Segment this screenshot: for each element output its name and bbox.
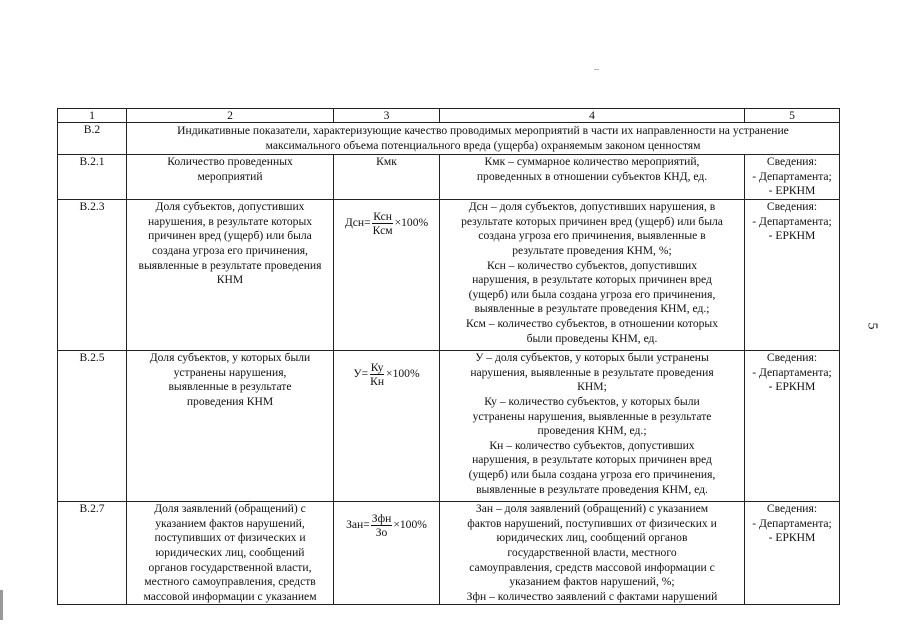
description-line: У – доля субъектов, у которых были устранены (475, 351, 709, 365)
description-line: нарушения, в результате которых причинен вред (472, 453, 712, 467)
description-line: Зан – доля заявлений (обращений) с указанием (475, 502, 709, 516)
description-line: результате которых причинен вред (ущерб) или была (461, 214, 723, 228)
formula-numerator: Ксн (373, 210, 392, 224)
description-line: результате проведения КНМ, %; (512, 243, 672, 257)
description-line: выявленные в результате проведения КНМ, ед. (476, 482, 708, 496)
column-number-5: 5 (745, 109, 840, 123)
description-line: фактов нарушений, поступивших от физических и (467, 516, 717, 530)
column-number-4: 4 (440, 109, 745, 123)
section-row (58, 123, 840, 155)
description-line: нарушения, выявленные в результате проведения (470, 365, 714, 379)
indicator-name: Количество проведенных мероприятий (127, 155, 334, 200)
formula-numerator: Зфн (371, 512, 392, 526)
formula (336, 210, 437, 237)
table-row (58, 502, 840, 605)
source-line: Сведения: (766, 155, 818, 169)
description-line: государственной власти, местного (507, 545, 677, 559)
formula-numerator: Ку (370, 361, 384, 375)
formula-eq: = (364, 216, 371, 230)
section-code: В.2 (58, 123, 127, 155)
indicator-code: В.2.3 (58, 200, 127, 351)
source-line: Сведения: (766, 200, 818, 214)
column-number-1: 1 (58, 109, 127, 123)
formula-text: Кмк (376, 155, 397, 169)
table-row (58, 155, 840, 200)
description-line: Ксн – количество субъектов, допустивших (487, 258, 697, 272)
description-line: проведения КНМ, ед.; (537, 424, 647, 438)
formula-fraction (372, 210, 394, 237)
source-line: - ЕРКНМ (768, 531, 816, 545)
indicator-name: Доля заявлений (обращений) с указанием фактов нарушений, поступивших от физических и юридических лиц, сообщений органов государственной власти, местного самоуправления, средств массовой информации с указанием (127, 502, 334, 605)
formula-lhs: Дсн (344, 216, 365, 230)
formula-denominator: Кн (370, 375, 385, 389)
indicator-formula (334, 502, 440, 605)
table-row (58, 351, 840, 502)
formula-lhs: У (353, 367, 362, 381)
indicator-code: В.2.5 (58, 351, 127, 502)
formula (336, 512, 437, 539)
source-line: - Департамента; (752, 365, 832, 379)
formula-denominator: Зо (375, 526, 388, 540)
source-line: - Департамента; (752, 516, 832, 530)
indicator-source (745, 351, 840, 502)
formula-eq: = (363, 518, 370, 532)
indicator-code: В.2.1 (58, 155, 127, 200)
description-line: проведенных в отношении субъектов КНД, ед. (476, 169, 708, 183)
description-line: самоуправления, средств массовой информации с (469, 560, 715, 574)
description-line: Ксм – количество субъектов, в отношении которых (465, 316, 719, 330)
indicator-name: Доля субъектов, у которых были устранены нарушения, выявленные в результате проведения КНМ (127, 351, 334, 502)
formula-multiplier: ×100% (386, 367, 420, 381)
description-line: Дсн – доля субъектов, допустивших нарушения, в (468, 200, 716, 214)
formula-multiplier: ×100% (393, 518, 427, 532)
description-line: (ущерб) или была создана угроза его причинения, (468, 467, 716, 481)
indicator-formula (334, 351, 440, 502)
description-line: выявленные в результате проведения КНМ, ед.; (474, 302, 710, 316)
indicator-description (440, 502, 745, 605)
column-number-2: 2 (127, 109, 334, 123)
section-title: Индикативные показатели, характеризующие качество проводимых мероприятий в части их направленности на устранение максимального объема потенциального вреда (ущерба) охраняемым законом ценностям (127, 123, 840, 155)
indicator-formula (334, 155, 440, 200)
source-line: - ЕРКНМ (768, 380, 816, 394)
page-number: 5 (864, 322, 880, 330)
description-line: Кмк – суммарное количество мероприятий, (484, 155, 700, 169)
formula (336, 361, 437, 388)
source-line: Сведения: (766, 351, 818, 365)
source-line: Сведения: (766, 502, 818, 516)
description-line: Ку – количество субъектов, у которых были (484, 394, 700, 408)
formula-fraction (369, 361, 385, 388)
source-line: - Департамента; (752, 214, 832, 228)
indicator-formula (334, 200, 440, 351)
formula-multiplier: ×100% (394, 216, 429, 230)
formula-denominator: Ксм (372, 224, 393, 238)
indicator-description (440, 351, 745, 502)
indicator-description (440, 155, 745, 200)
indicator-name: Доля субъектов, допустивших нарушения, в результате которых причинен вред (ущерб) или была создана угроза его причинения, выявленные в результате проведения КНМ (127, 200, 334, 351)
source-line: - Департамента; (752, 169, 832, 183)
indicators-table (57, 108, 840, 605)
indicator-source (745, 502, 840, 605)
description-line: были проведены КНМ, ед. (526, 331, 658, 345)
description-line: создана угроза его причинения, выявленные в (478, 229, 706, 243)
source-line: - ЕРКНМ (768, 229, 816, 243)
source-line: - ЕРКНМ (768, 184, 816, 198)
description-line: нарушения, в результате которых причинен вред (472, 273, 712, 287)
description-line: КНМ; (577, 380, 607, 394)
formula-fraction (371, 512, 393, 539)
indicator-source (745, 155, 840, 200)
formula-eq: = (361, 367, 369, 381)
column-number-3: 3 (334, 109, 440, 123)
indicator-code: В.2.7 (58, 502, 127, 605)
description-line: Зфн – количество заявлений с фактами нарушений (466, 589, 718, 603)
description-line: Кн – количество субъектов, допустивших (489, 438, 695, 452)
indicator-description (440, 200, 745, 351)
indicator-source (745, 200, 840, 351)
description-line: юридических лиц, сообщений органов (496, 531, 688, 545)
column-number-row (58, 109, 840, 123)
formula-lhs: Зан (346, 518, 364, 532)
description-line: указанием фактов нарушений, %; (509, 575, 675, 589)
description-line: (ущерб) или была создана угроза его причинения, (468, 287, 716, 301)
table-row (58, 200, 840, 351)
description-line: устранены нарушения, выявленные в результате (472, 409, 712, 423)
